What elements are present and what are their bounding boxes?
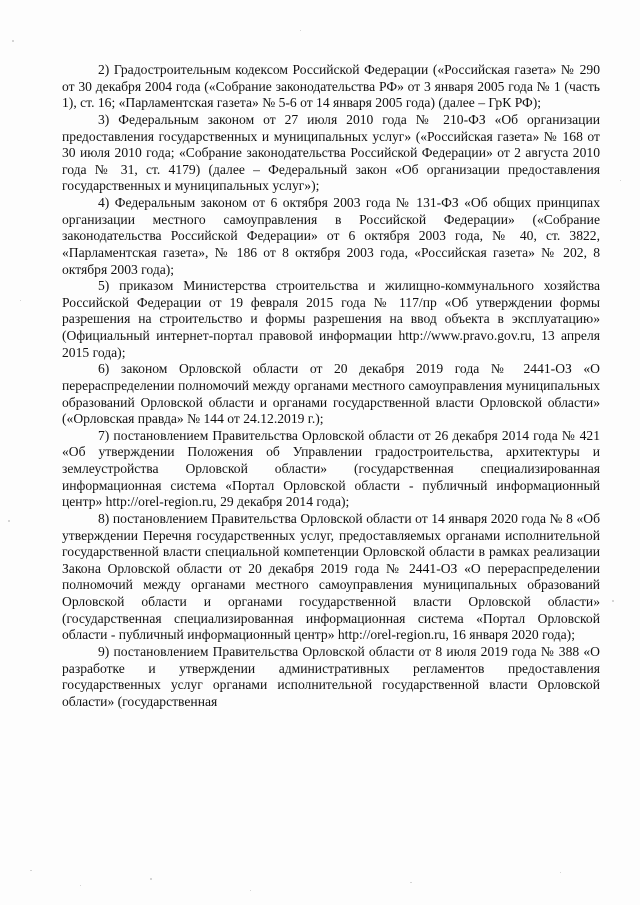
- paragraph-6: 6) законом Орловской области от 20 декабря 2019 года № 2441-ОЗ «О перераспределении полномочий между органами местного самоуправления муниципальных образований Орловской области и органами государственной власти Орловской области» («Орловская правда» № 144 от 24.12.2019 г.);: [62, 361, 600, 427]
- scan-speck: [12, 40, 14, 42]
- paragraph-3: 3) Федеральным законом от 27 июля 2010 года № 210-ФЗ «Об организации предоставления государственных и муниципальных услуг» («Российская газета» № 168 от 30 июля 2010 года; «Собрание законодательства Российской Федерации» от 2 августа 2010 года № 31, ст. 4179) (далее – Федеральный закон «Об организации предоставления государственных и муниципальных услуг»);: [62, 111, 600, 194]
- scan-speck: [300, 30, 301, 31]
- document-body: [62, 62, 600, 710]
- paragraph-7: 7) постановлением Правительства Орловской области от 26 декабря 2014 года № 421 «Об утверждении Положения об Управлении градостроительства, архитектуры и землеустройства Орловской области» (государственная специализированная информационная система «Портал Орловской области - публичный информационный центр» http://orel-region.ru, 29 декабря 2014 года);: [62, 427, 600, 510]
- scan-speck: [410, 882, 412, 883]
- scan-speck: [80, 885, 81, 886]
- scan-speck: [150, 878, 152, 880]
- paragraph-9: 9) постановлением Правительства Орловской области от 8 июля 2019 года № 388 «О разработке и утверждении административных регламентов предоставления государственных услуг органами исполнительной государственной власти Орловской области» (государственная: [62, 643, 600, 709]
- paragraph-8: 8) постановлением Правительства Орловской области от 14 января 2020 года № 8 «Об утверждении Перечня государственных услуг, предоставляемых органами исполнительной государственной власти специальной компетенции Орловской области в рамках реализации Закона Орловской области от 20 декабря 2019 года № 2441-ОЗ «О перераспределении полномочий между органами местного самоуправления муниципальных образований Орловской области и органами государственной власти Орловской области» (государственная специализированная информационная система «Портал Орловской области - публичный информационный центр» http://orel-region.ru, 16 января 2020 года);: [62, 510, 600, 643]
- paragraph-2: 2) Градостроительным кодексом Российской Федерации («Российская газета» № 290 от 30 декабря 2004 года («Собрание законодательства РФ» от 3 января 2005 года № 1 (часть 1), ст. 16; «Парламентская газета» № 5-6 от 14 января 2005 года) (далее – ГрК РФ);: [62, 62, 600, 111]
- scan-speck: [620, 180, 621, 181]
- scan-speck: [8, 520, 10, 522]
- scan-speck: [250, 890, 251, 891]
- scan-speck: [560, 872, 561, 873]
- paragraph-4: 4) Федеральным законом от 6 октября 2003 года № 131-ФЗ «Об общих принципах организации местного самоуправления в Российской Федерации» («Собрание законодательства Российской Федерации» от 6 октября 2003 года, № 40, ст. 3822, «Парламентская газета», № 186 от 8 октября 2003 года, «Российская газета» № 202, 8 октября 2003 года);: [62, 195, 600, 277]
- paragraph-5: 5) приказом Министерства строительства и жилищно-коммунального хозяйства Российской Федерации от 19 февраля 2015 года № 117/пр «Об утверждении формы разрешения на строительство и формы разрешения на ввод объекта в эксплуатацию» (Официальный интернет-портал правовой информации http://www.pravo.gov.ru, 13 апреля 2015 года);: [62, 278, 600, 360]
- scan-speck: [612, 600, 614, 602]
- scan-speck: [30, 870, 32, 871]
- scan-speck: [20, 300, 21, 301]
